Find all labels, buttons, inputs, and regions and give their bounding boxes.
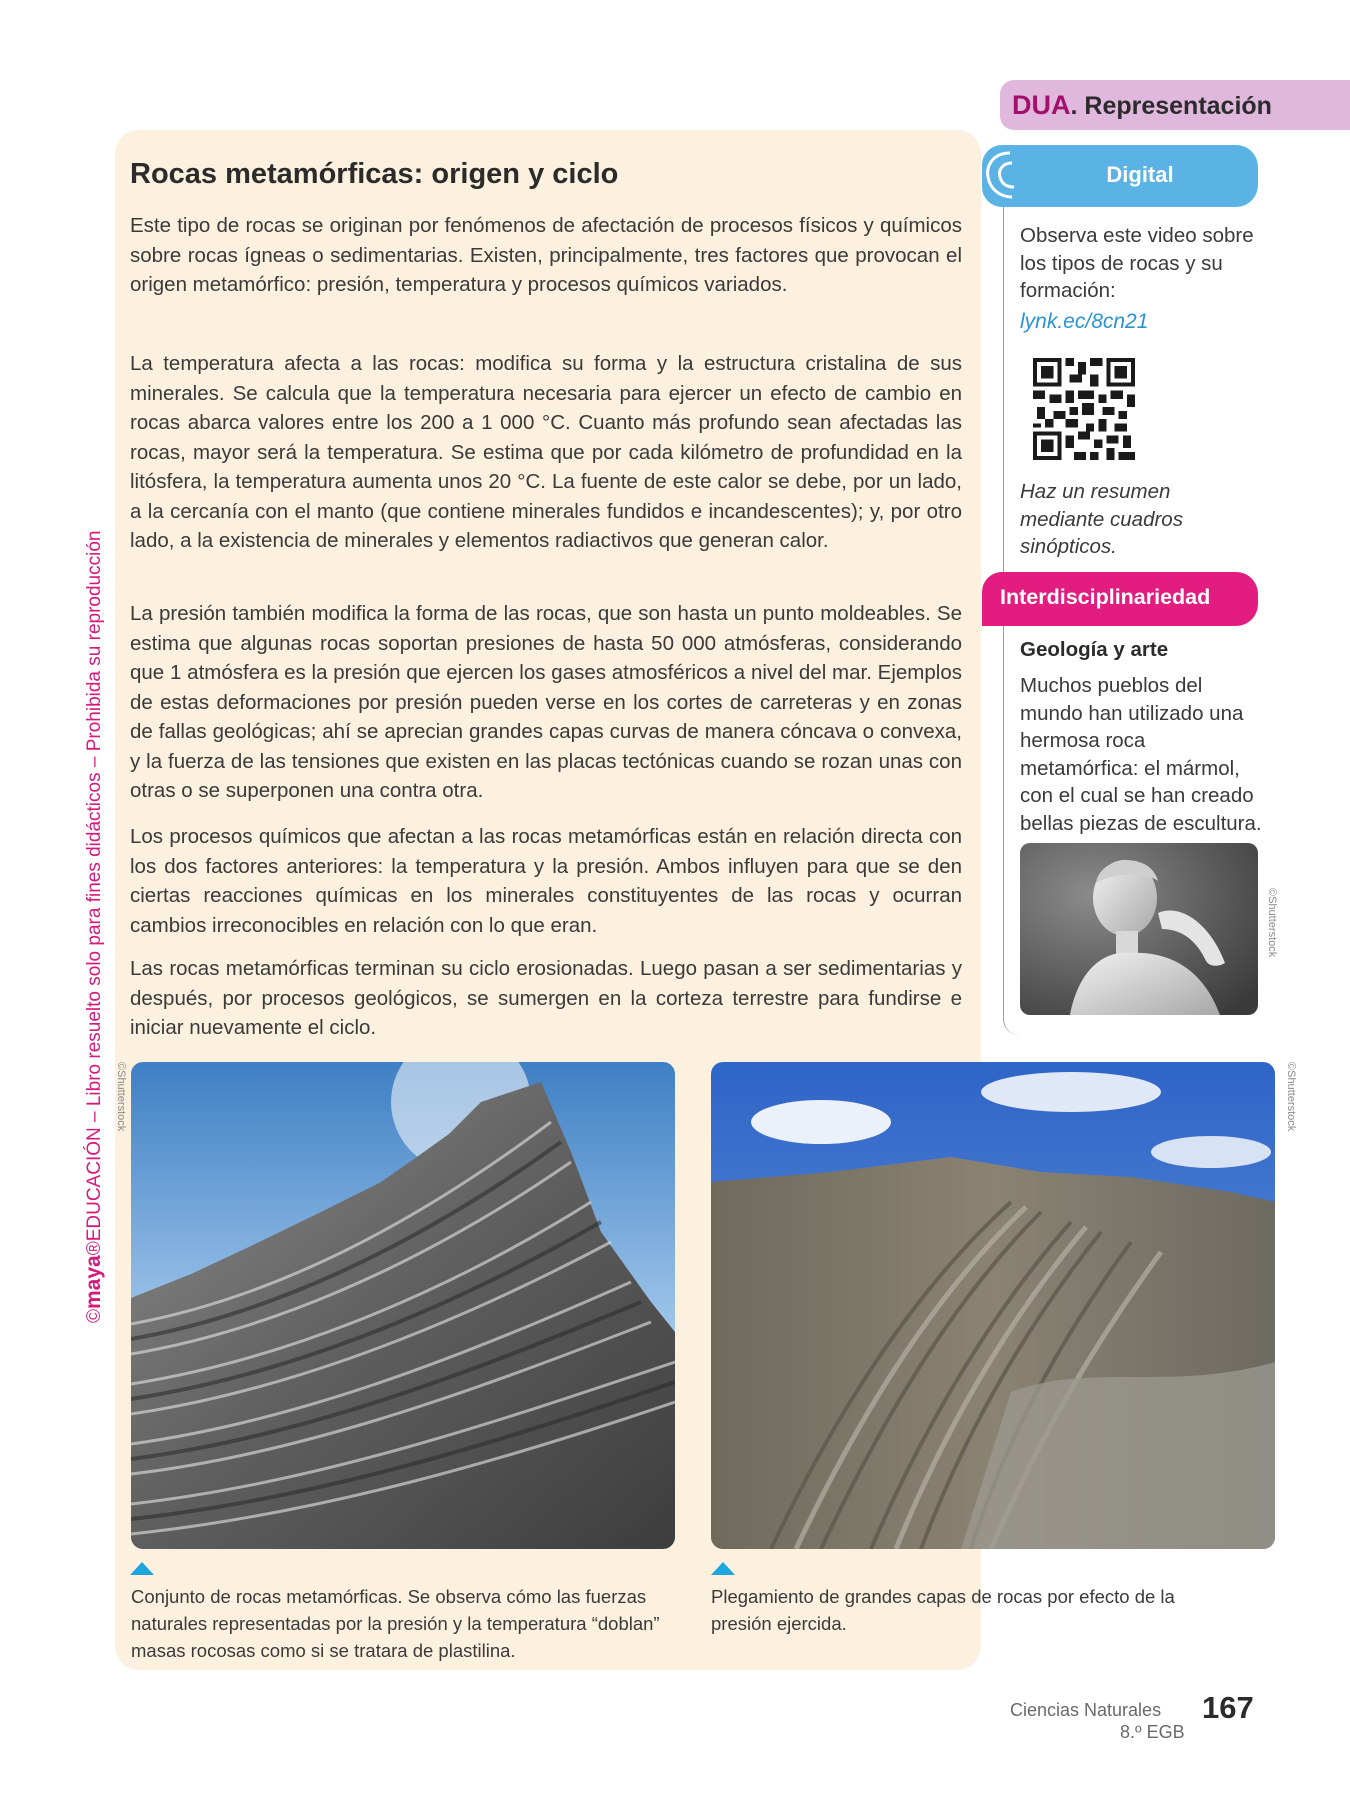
paragraph-cycle: Las rocas metamórficas terminan su ciclo erosionadas. Luego pasan a ser sedimentarias y después, por procesos geológicos, se sumergen en la corteza terrestre para fundirse e iniciar nuevamente el ciclo. [130, 957, 962, 1039]
copyright-text: EDUCACIÓN – Libro resuelto solo para fines didácticos – Prohibida su reproducción [84, 530, 105, 1242]
registered-mark: ® [84, 1241, 105, 1256]
interdisciplinary-subtitle: Geología y arte [1020, 638, 1169, 661]
dua-acronym: DUA [1012, 90, 1071, 120]
digital-text: Observa este video sobre los tipos de rocas y su formación: [1020, 224, 1254, 302]
dua-subtitle: . Representación [1070, 92, 1272, 120]
interdisciplinary-tab-label: Interdisciplinariedad [1000, 585, 1211, 609]
sculpture-photo [1020, 843, 1258, 1015]
digital-tab-label: Digital [1106, 162, 1174, 187]
dua-title [1012, 90, 1272, 121]
paragraph-pressure: La presión también modifica la forma de las rocas, que son hasta un punto moldeables. Se estima que algunas rocas soportan presiones de hasta 50 000 atmósferas, considerando que 1 atmósfera es la presión que ejercen los gases atmosféricos a nivel del mar. Ejemplos de estas deformaciones por presión pueden verse en los cortes de carreteras y en zonas de fallas geológicas; ahí se aprecian grandes capas curvas de manera cóncava o convexa, y la fuerza de las tensiones que existen en las placas tectónicas cuando se rozan unas con otras o se superponen una contra otra. [130, 602, 962, 802]
digital-link[interactable]: lynk.ec/8cn21 [1020, 310, 1149, 333]
photo-caption: Conjunto de rocas metamórficas. Se observa cómo las fuerzas naturales representadas por la presión y la temperatura “doblan” masas rocosas como si se tratara de plastilina. [131, 1586, 660, 1661]
photo-rock-folding [711, 1062, 1275, 1549]
brand-logo-text: maya [82, 1255, 105, 1309]
footer-grade: 8.º EGB [1120, 1722, 1185, 1742]
digital-swirl-icon [980, 145, 1040, 207]
footer-subject: Ciencias Naturales [1010, 1700, 1162, 1720]
digital-note: Haz un resumen mediante cuadros sinópticos. [1020, 480, 1183, 558]
paragraph-chemical: Los procesos químicos que afectan a las rocas metamórficas están en relación directa con los dos factores anteriores: la temperatura y la presión. Ambos influyen para que se den ciertas reacciones químicas en los minerales constituyentes de las rocas y ocurran cambios irreconocibles en relación con lo que eran. [130, 825, 962, 937]
copyright-notice [82, 483, 106, 1323]
page-title: Rocas metamórficas: origen y ciclo [130, 158, 619, 190]
photo-folded-rocks [131, 1062, 675, 1549]
paragraph-temperature: La temperatura afecta a las rocas: modifica su forma y la estructura cristalina de sus minerales. Se calcula que la temperatura necesaria para ejercer un efecto de cambio en rocas abarca valores entre los 200 a 1 000 °C. Cuanto más profundo sean afectadas las rocas, mayor será la temperatura. Se estima que por cada kilómetro de profundidad en la litósfera, la temperatura aumenta unos 20 °C. La fuente de este calor se debe, por un lado, a la cercanía con el manto (que contiene minerales fundidos e incandescentes); y, por otro lado, a la existencia de minerales y elementos radiactivos que generan calor. [130, 352, 962, 552]
photo-credit: ©Shutterstock [1266, 888, 1278, 958]
caption-marker-icon [711, 1562, 735, 1575]
copyright-symbol: © [84, 1309, 105, 1323]
page-number: 167 [1202, 1690, 1254, 1725]
qr-code-icon[interactable] [1033, 358, 1135, 460]
photo-caption: Plegamiento de grandes capas de rocas por efecto de la presión ejercida. [711, 1586, 1175, 1634]
interdisciplinary-text: Muchos pueblos del mundo han utilizado una hermosa roca metamórfica: el mármol, con el cual se han creado bellas piezas de escultura. [1020, 674, 1262, 835]
photo-credit: ©Shutterstock [1285, 1062, 1297, 1132]
paragraph-intro: Este tipo de rocas se originan por fenómenos de afectación de procesos físicos y químicos sobre rocas ígneas o sedimentarias. Existen, principalmente, tres factores que provocan el origen metamórfico: presión, temperatura y procesos químicos variados. [130, 214, 962, 296]
photo-credit: ©Shutterstock [115, 1062, 127, 1132]
caption-marker-icon [130, 1562, 154, 1575]
